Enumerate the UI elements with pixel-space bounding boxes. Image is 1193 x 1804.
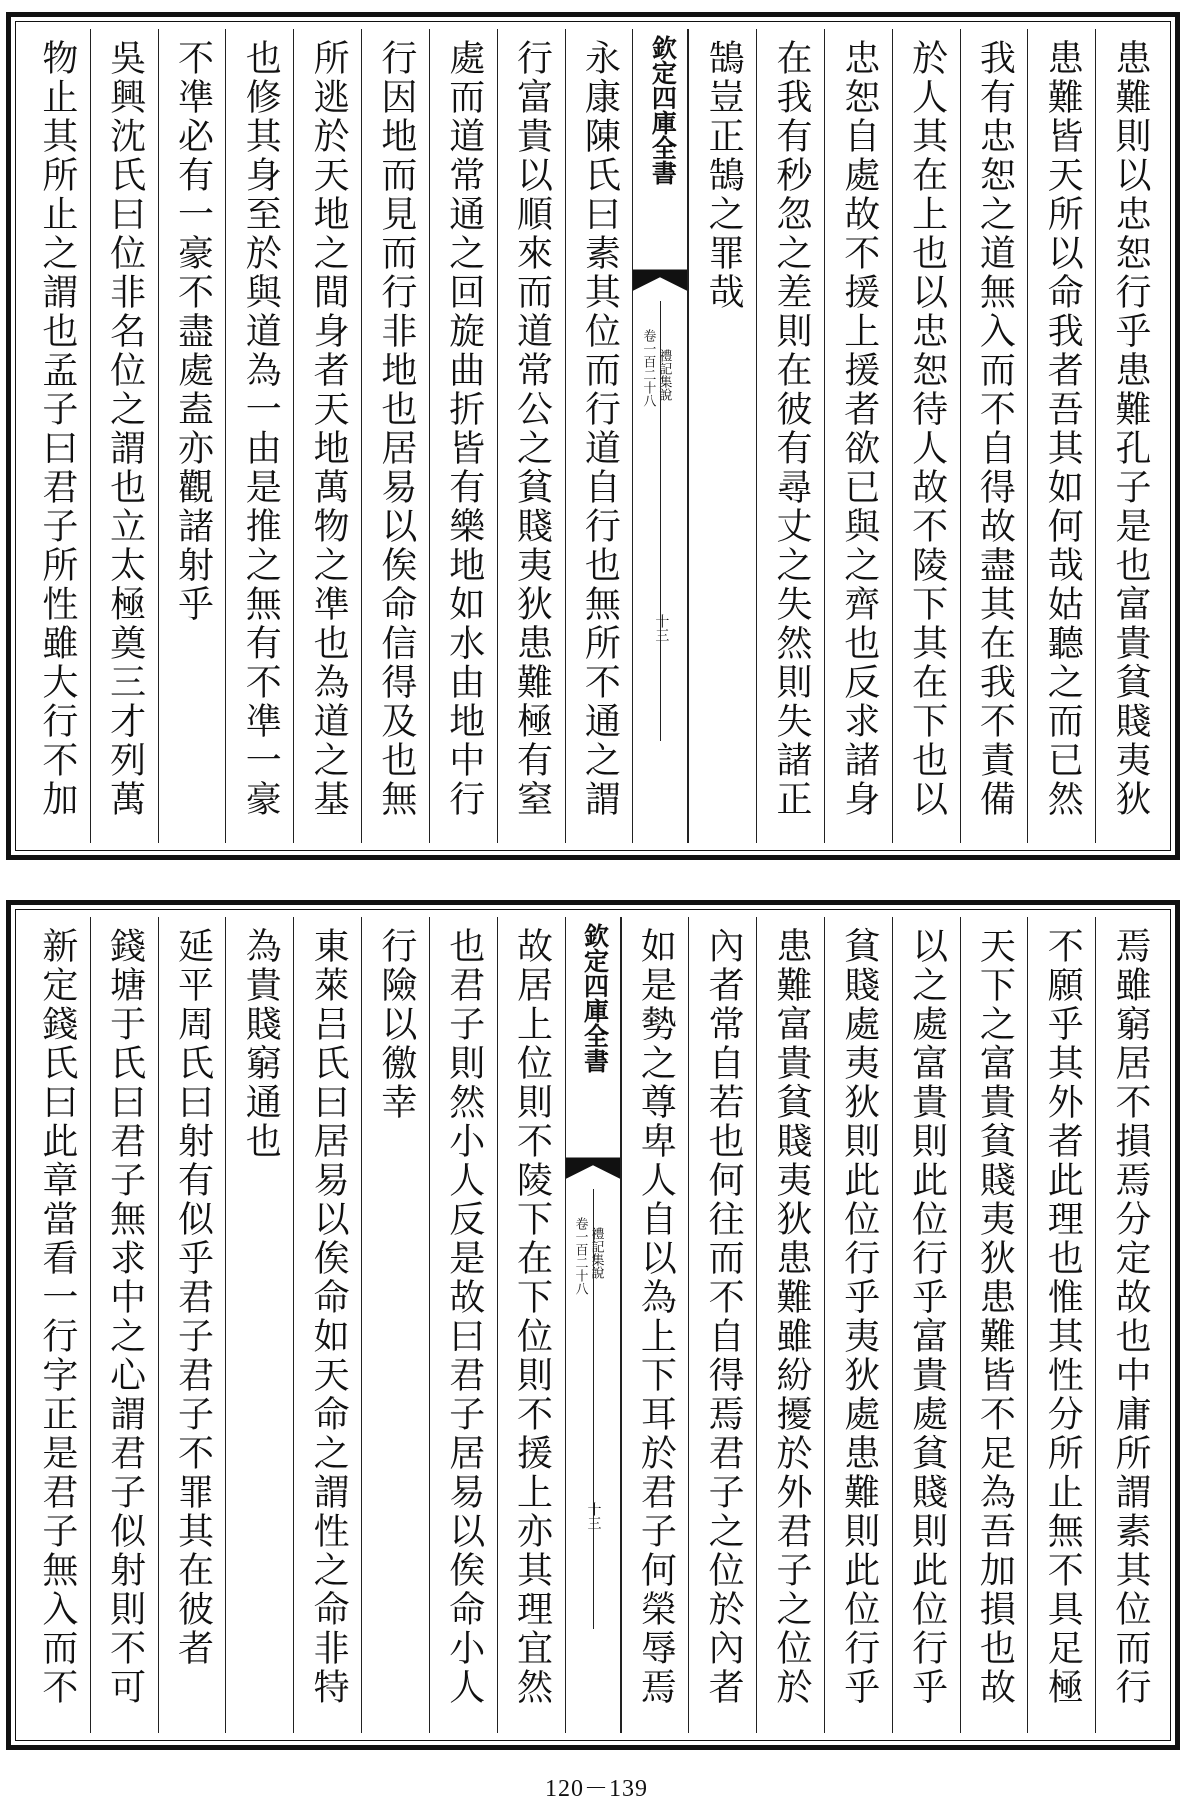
volume-label: 卷一百二十八 [640, 329, 656, 407]
text-column [688, 917, 756, 1733]
column-text: 鵠豈正鵠之罪哉 [703, 39, 745, 312]
text-column [90, 29, 158, 843]
text-column [1095, 917, 1163, 1733]
text-column [23, 29, 90, 843]
column-text: 也君子則然小人反是故曰君子居易以俟命小人 [443, 927, 485, 1707]
book-title: 禮記集說 [588, 1227, 604, 1279]
column-text: 故居上位則不陵下在下位則不援上亦其理宜然 [511, 927, 553, 1707]
fishtail-mark-icon [566, 1157, 620, 1187]
column-text: 在我有秒忽之差則在彼有尋丈之失然則失諸正 [770, 39, 812, 819]
text-columns-top [23, 29, 1163, 843]
text-column [1027, 29, 1095, 843]
column-text: 所逃於天地之間身者天地萬物之凖也為道之基 [308, 39, 350, 819]
text-column [225, 917, 293, 1733]
text-column [1095, 29, 1163, 843]
column-text: 忠恕自處故不援上援者欲已與之齊也反求諸身 [838, 39, 880, 819]
column-text: 天下之富貴貧賤夷狄患難皆不足為吾加損也故 [974, 927, 1016, 1707]
text-column [293, 29, 361, 843]
column-text: 新定錢氏曰此章當看一行字正是君子無入而不 [36, 927, 78, 1707]
text-column [158, 29, 226, 843]
text-column [497, 29, 565, 843]
book-series-title: 欽定四庫全書 [648, 35, 678, 185]
center-fold [565, 917, 621, 1733]
column-text: 錢塘于氏曰君子無求中之心謂君子似射則不可 [104, 927, 146, 1707]
text-column [429, 917, 497, 1733]
column-text: 也修其身至於與道為一由是推之無有不凖一豪 [240, 39, 282, 819]
column-text: 行富貴以順來而道常公之貧賤夷狄患難極有窒 [511, 39, 553, 819]
column-text: 行險以徼幸 [375, 927, 417, 1122]
text-column [429, 29, 497, 843]
text-column [892, 29, 960, 843]
text-column [497, 917, 565, 1733]
text-column [960, 29, 1028, 843]
column-text: 內者常自若也何往而不自得焉君子之位於內者 [703, 927, 745, 1707]
column-text: 於人其在上也以忠恕待人故不陵下其在下也以 [906, 39, 948, 819]
page-bottom [6, 900, 1180, 1750]
text-column [90, 917, 158, 1733]
text-column [824, 917, 892, 1733]
text-column [565, 29, 633, 843]
center-fold [632, 29, 688, 843]
text-column [225, 29, 293, 843]
column-text: 以之處富貴則此位行乎富貴處貧賤則此位行乎 [906, 927, 948, 1707]
column-text: 延平周氏曰射有似乎君子君子不罪其在彼者 [172, 927, 214, 1668]
column-text: 患難富貴貧賤夷狄患難雖紛擾於外君子之位於 [770, 927, 812, 1707]
text-column [1027, 917, 1095, 1733]
text-column [756, 29, 824, 843]
column-text: 患難皆天所以命我者吾其如何哉姑聽之而已然 [1042, 39, 1084, 819]
column-text: 焉雖窮居不損焉分定故也中庸所謂素其位而行 [1110, 927, 1151, 1707]
text-column [293, 917, 361, 1733]
volume-label: 卷一百二十八 [572, 1217, 588, 1295]
column-text: 吳興沈氏曰位非名位之謂也立太極奠三才列萬 [104, 39, 146, 819]
text-column [960, 917, 1028, 1733]
column-text: 貧賤處夷狄則此位行乎夷狄處患難則此位行乎 [838, 927, 880, 1707]
column-text: 不願乎其外者此理也惟其性分所止無不具足極 [1042, 927, 1084, 1707]
text-column [621, 917, 689, 1733]
column-text: 處而道常通之回旋曲折皆有樂地如水由地中行 [443, 39, 485, 819]
text-column [23, 917, 90, 1733]
column-text: 我有忠恕之道無入而不自得故盡其在我不責備 [974, 39, 1016, 819]
column-text: 東萊吕氏曰居易以俟命如天命之謂性之命非特 [308, 927, 350, 1707]
text-column [824, 29, 892, 843]
text-column [361, 29, 429, 843]
column-text: 物止其所止之謂也孟子曰君子所性雖大行不加 [36, 39, 78, 819]
column-text: 永康陳氏曰素其位而行道自行也無所不通之謂 [579, 39, 621, 819]
column-text: 行因地而見而行非地也居易以俟命信得及也無 [375, 39, 417, 819]
text-column [892, 917, 960, 1733]
text-column [158, 917, 226, 1733]
book-series-title: 欽定四庫全書 [580, 923, 610, 1073]
text-columns-bottom [23, 917, 1163, 1733]
book-title: 禮記集說 [656, 349, 672, 401]
text-column [361, 917, 429, 1733]
fishtail-mark-icon [633, 269, 687, 299]
column-text: 患難則以忠恕行乎患難孔子是也富貴貧賤夷狄 [1110, 39, 1151, 819]
column-text: 為貴賤窮通也 [240, 927, 282, 1161]
page-number: 120－139 [545, 1776, 648, 1802]
column-text: 不凖必有一豪不盡處盍亦觀諸射乎 [172, 39, 214, 624]
folio-number: 十三 [585, 1502, 602, 1530]
folio-number: 十三 [653, 614, 670, 642]
text-column [756, 917, 824, 1733]
text-column [688, 29, 756, 843]
page-top [6, 12, 1180, 860]
column-text: 如是勢之尊卑人自以為上下耳於君子何榮辱焉 [635, 927, 677, 1707]
